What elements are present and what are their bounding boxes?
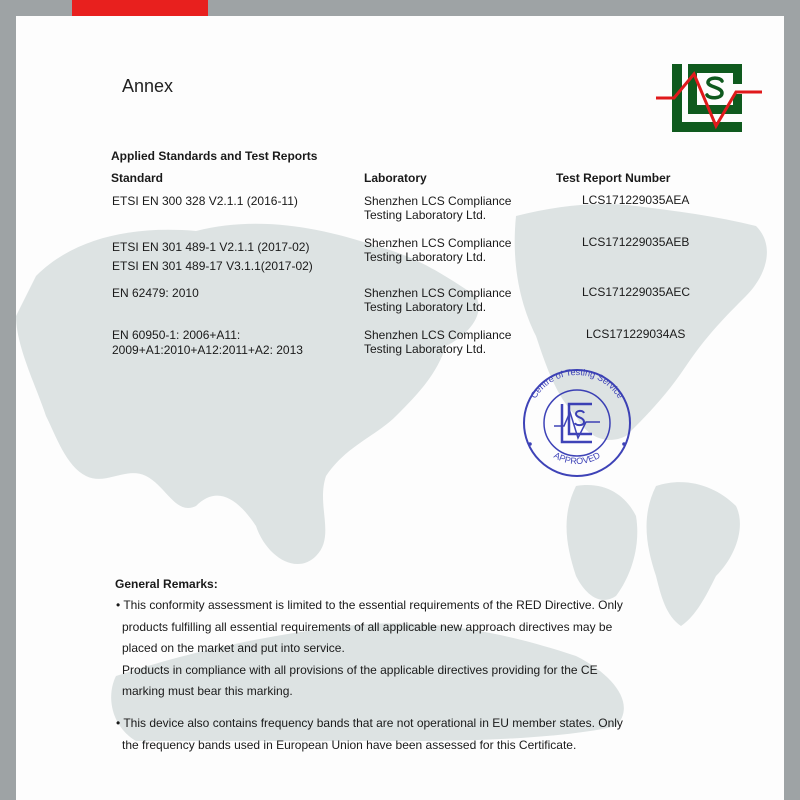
lcs-logo — [636, 46, 776, 146]
laboratory-line: Testing Laboratory Ltd. — [364, 300, 487, 314]
remark-item — [116, 595, 623, 703]
stamp-bottom-text: APPROVED — [552, 450, 602, 467]
remark-line: placed on the market and put into service. — [122, 641, 345, 655]
laboratory-cell — [364, 286, 511, 314]
approved-stamp — [516, 368, 638, 478]
standard-line: 2009+A1:2010+A12:2011+A2: 2013 — [112, 343, 303, 357]
laboratory-line: Shenzhen LCS Compliance — [364, 328, 512, 342]
stamp-star-right — [622, 442, 626, 446]
remark-line: the frequency bands used in European Union have been assessed for this Certificate. — [122, 737, 577, 752]
standard-line: ETSI EN 300 328 V2.1.1 (2016-11) — [112, 194, 298, 208]
column-header-report-number: Test Report Number — [556, 171, 671, 185]
map-south-america — [647, 482, 740, 626]
column-header-laboratory: Laboratory — [364, 171, 427, 185]
laboratory-line: Shenzhen LCS Compliance — [364, 194, 512, 208]
report-number-cell: LCS171229034AS — [586, 327, 686, 341]
laboratory-line: Shenzhen LCS Compliance — [364, 286, 512, 300]
stamp-star-left — [528, 442, 532, 446]
red-accent-bar — [72, 0, 208, 16]
standard-cell — [112, 238, 313, 276]
column-header-standard: Standard — [111, 171, 164, 185]
page-title: Annex — [122, 76, 174, 96]
report-number-cell: LCS171229035AEA — [582, 193, 690, 207]
section-title: Applied Standards and Test Reports — [111, 149, 318, 163]
report-number-cell: LCS171229035AEC — [582, 285, 691, 299]
standard-line: EN 62479: 2010 — [112, 286, 199, 300]
report-number-cell: LCS171229035AEB — [582, 235, 690, 249]
laboratory-line: Testing Laboratory Ltd. — [364, 208, 487, 222]
remark-line: • This device also contains frequency bands that are not operational in EU member states. Only — [116, 716, 623, 730]
remark-line: marking must bear this marking. — [122, 684, 293, 698]
logo-letter-s — [707, 78, 722, 98]
certificate-page — [16, 16, 784, 800]
laboratory-cell — [364, 328, 511, 356]
standard-line: ETSI EN 301 489-1 V2.1.1 (2017-02) — [112, 240, 310, 254]
laboratory-line: Testing Laboratory Ltd. — [364, 342, 487, 356]
remark-line: Products in compliance with all provisions of the applicable directives providing for the CE — [122, 662, 598, 677]
remark-line: • This conformity assessment is limited to the essential requirements of the RED Directive. Only — [116, 598, 623, 612]
remark-item — [116, 713, 623, 756]
standard-line: ETSI EN 301 489-17 V3.1.1(2017-02) — [112, 259, 313, 273]
remarks-title: General Remarks: — [115, 577, 218, 591]
standard-cell — [112, 286, 199, 300]
laboratory-line: Testing Laboratory Ltd. — [364, 250, 487, 264]
stamp-top-text: Centre of Testing Service — [528, 368, 626, 401]
standard-cell — [112, 328, 303, 358]
laboratory-line: Shenzhen LCS Compliance — [364, 236, 512, 250]
laboratory-cell — [364, 236, 511, 264]
standard-line: EN 60950-1: 2006+A11: — [112, 328, 241, 342]
standard-cell — [112, 194, 298, 208]
map-africa — [567, 485, 638, 600]
remark-line: products fulfilling all essential requirements of all applicable new approach directives may be — [122, 619, 613, 634]
laboratory-cell — [364, 194, 511, 222]
stamp-letter-s — [575, 411, 584, 425]
